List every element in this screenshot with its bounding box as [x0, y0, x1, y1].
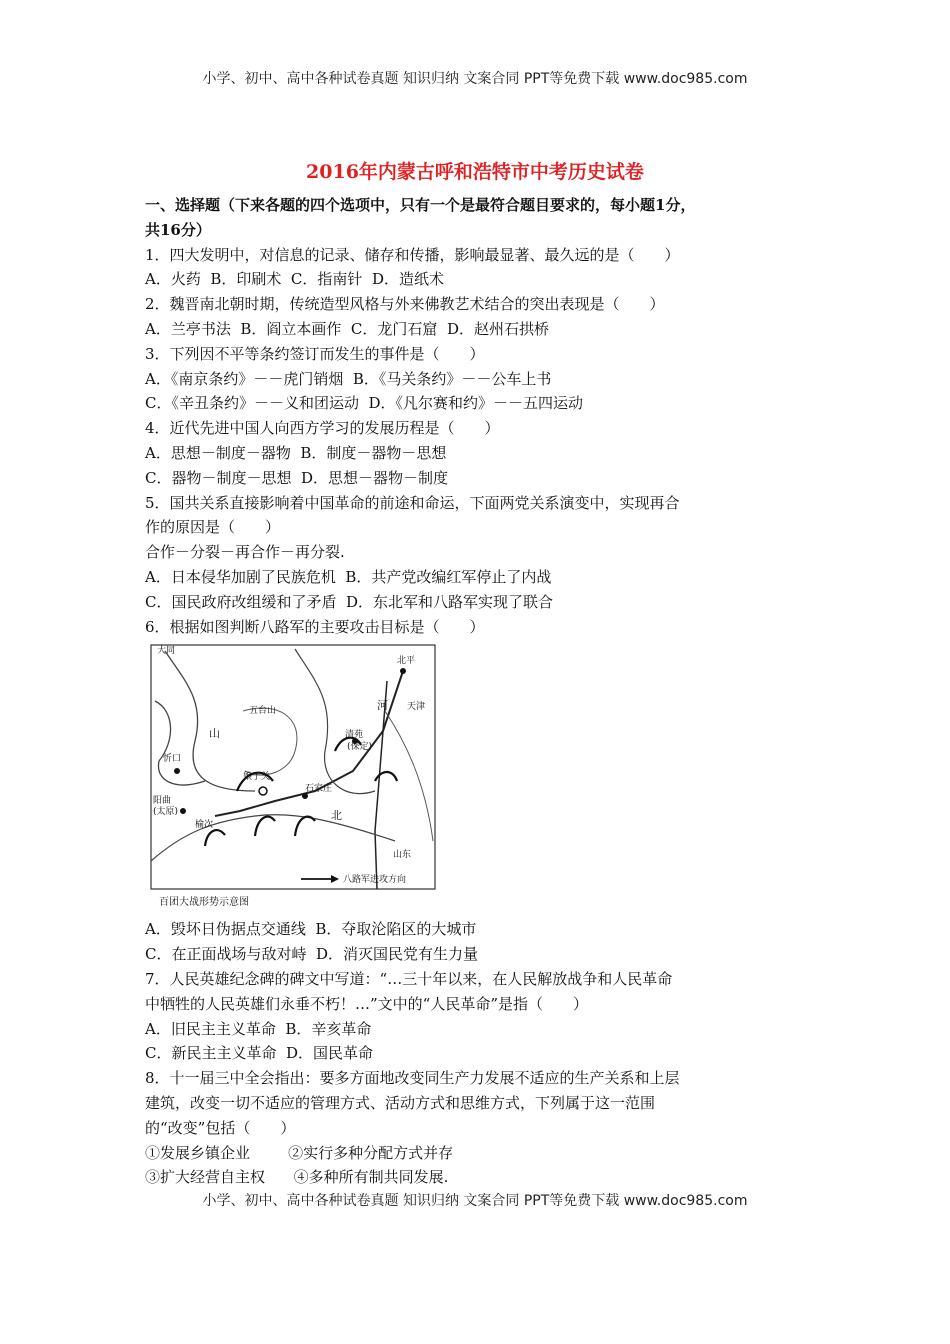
- q6-options-cd: C．在正面战场与敌对峙 D．消灭国民党有生力量: [145, 945, 479, 964]
- q8-items-34: ③扩大经营自主权 ④多种所有制共同发展.: [145, 1168, 449, 1187]
- place-label: 石家庄: [305, 784, 333, 795]
- q5-stem-sequence: 合作－分裂－再合作－再分裂.: [145, 543, 345, 562]
- exam-title: 2016年内蒙古呼和浩特市中考历史试卷: [306, 161, 644, 183]
- place-label: 北: [331, 809, 342, 823]
- place-label: 榆次: [195, 820, 214, 831]
- q5-stem-cont: 作的原因是（ ）: [145, 518, 281, 537]
- q7-stem: 7．人民英雄纪念碑的碑文中写道：“…三十年以来，在人民解放战争和人民革命: [145, 969, 673, 988]
- hundred-regiments-map: [145, 641, 439, 913]
- q6-stem: 6．根据如图判断八路军的主要攻击目标是（ ）: [145, 617, 485, 636]
- q3-stem: 3．下列因不平等条约签订而发生的事件是（ ）: [145, 344, 485, 363]
- q5-options-ab: A．日本侵华加剧了民族危机 B．共产党改编红军停止了内战: [145, 567, 552, 586]
- q4-stem: 4．近代先进中国人向西方学习的发展历程是（ ）: [145, 419, 500, 438]
- exam-body: [145, 193, 825, 1190]
- place-label: 河: [377, 699, 388, 713]
- q1-stem: 1．四大发明中，对信息的记录、储存和传播，影响最显著、最久远的是（ ）: [145, 245, 680, 264]
- place-label: 山: [209, 727, 220, 741]
- city-marker: [180, 808, 186, 814]
- place-label: (保定): [347, 742, 373, 753]
- q2-options: A．兰亭书法 B．阎立本画作 C．龙门石窟 D．赵州石拱桥: [145, 319, 549, 338]
- q3-options-ab: A．《南京条约》－－虎门销烟 B．《马关条约》－－公车上书: [145, 369, 552, 388]
- map-legend: 八路军进攻方向: [343, 875, 407, 886]
- q7-options-cd: C．新民主主义革命 D．国民革命: [145, 1044, 374, 1063]
- place-label: 忻口: [163, 754, 182, 765]
- place-label: 大同: [157, 646, 176, 657]
- q7-stem-cont: 中牺牲的人民英雄们永垂不朽！…”文中的“人民革命”是指（ ）: [145, 994, 589, 1013]
- page-header: 小学、初中、高中各种试卷真题 知识归纳 文案合同 PPT等免费下载 www.doc985.com: [202, 71, 748, 87]
- place-label: 山东: [393, 850, 412, 861]
- q2-stem: 2．魏晋南北朝时期，传统造型风格与外来佛教艺术结合的突出表现是（ ）: [145, 295, 665, 314]
- page-footer: 小学、初中、高中各种试卷真题 知识归纳 文案合同 PPT等免费下载 www.doc985.com: [202, 1193, 748, 1209]
- q3-options-cd: C．《辛丑条约》－－义和团运动 D．《凡尔赛和约》－－五四运动: [145, 394, 584, 413]
- city-marker: [174, 768, 180, 774]
- q8-stem-cont: 建筑，改变一切不适应的管理方式、活动方式和思维方式，下列属于这一范围: [145, 1093, 656, 1112]
- q7-options-ab: A．旧民主主义革命 B．辛亥革命: [145, 1019, 372, 1038]
- map-caption: 百团大战形势示意图: [159, 897, 249, 909]
- q5-stem: 5．国共关系直接影响着中国革命的前途和命运，下面两党关系演变中，实现再合: [145, 493, 680, 512]
- place-label: (太原): [153, 807, 179, 818]
- place-label: 五台山: [249, 706, 277, 717]
- q4-options-cd: C．器物－制度－思想 D．思想－器物－制度: [145, 468, 449, 487]
- place-label: 北平: [397, 656, 416, 667]
- place-label: 阳曲: [153, 796, 172, 807]
- q5-options-cd: C．国民政府改组缓和了矛盾 D．东北军和八路军实现了联合: [145, 592, 554, 611]
- place-label: 天津: [407, 702, 426, 713]
- q8-stem: 8．十一届三中全会指出：要多方面地改变同生产力发展不适应的生产关系和上层: [145, 1069, 680, 1088]
- q6-options-ab: A．毁坏日伪据点交通线 B．夺取沦陷区的大城市: [145, 920, 477, 939]
- section-heading: 一、选择题（下来各题的四个选项中，只有一个是最符合题目要求的，每小题1分，: [145, 196, 696, 214]
- q1-options: A．火药 B．印刷术 C．指南针 D．造纸术: [145, 270, 444, 289]
- q8-stem-cont2: 的“改变”包括（ ）: [145, 1118, 296, 1137]
- place-label: 娘子关: [243, 772, 271, 783]
- city-marker: [400, 668, 406, 674]
- q8-items-12: ①发展乡镇企业 ②实行多种分配方式并存: [145, 1143, 454, 1162]
- place-label: 清苑: [345, 730, 364, 741]
- q4-options-ab: A．思想－制度－器物 B．制度－器物－思想: [145, 443, 447, 462]
- section-heading-cont: 共16分）: [145, 220, 211, 239]
